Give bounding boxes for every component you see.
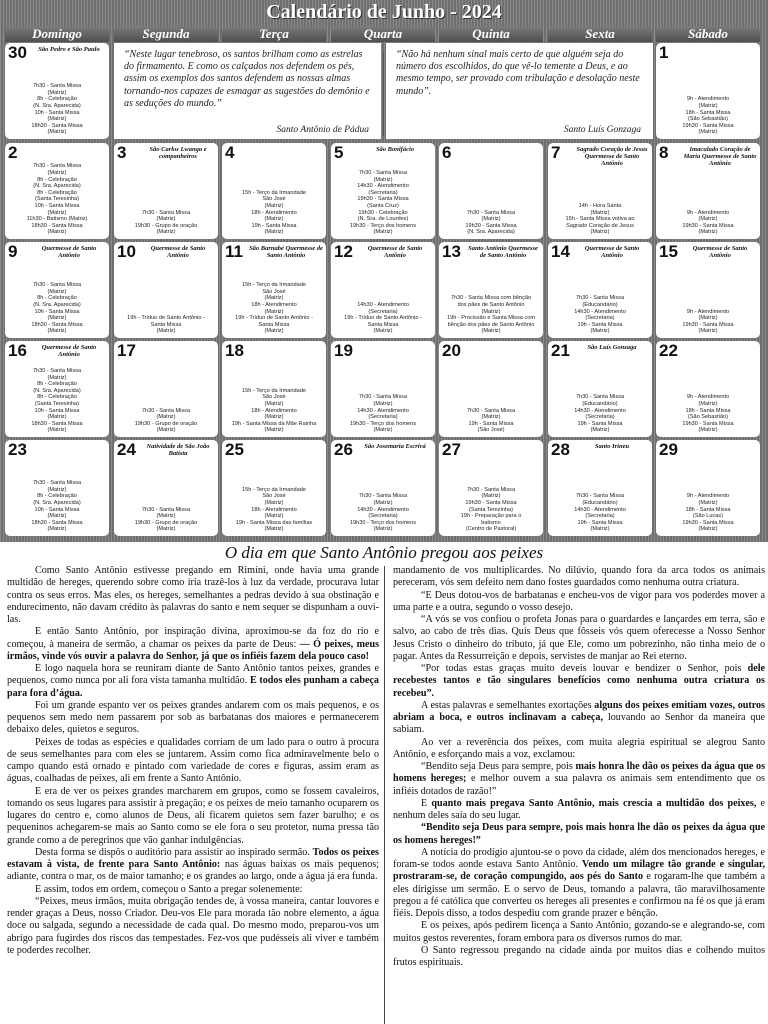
day-schedule: 9h - Atendimento (Matriz) 18h - Santa Missa (São Lucas) 19h30 - Santa Missa (Matriz) xyxy=(682,493,734,533)
quote-right-text: “Não há nenhum sinal mais certo de que alguém seja do número dos escolhidos, do que vê-lo temente a Deus, e ao mesmo tempo, ser provado com tribulação e desolação neste mundo”. xyxy=(396,49,640,97)
article-paragraph xyxy=(393,737,765,762)
day-cell-2 xyxy=(5,143,109,239)
day-cell-12 xyxy=(331,242,435,338)
day-number: 29 xyxy=(659,440,678,459)
paragraph-text: Como Santo Antônio estivesse pregando em Rimini, onde havia uma grande multidão de hereges, querendo sobre como iria trazê-los à luz da verdade, procurava lutar contra os seus erros. Mas eles, os hereges, semelhantes a pedras devido à sua obstinação e endurecimento, não davam crédito às palavras do santo e nem sequer se dispunham a ouvi-las. xyxy=(7,565,379,625)
article-paragraph xyxy=(393,663,765,700)
day-number: 21 xyxy=(551,341,570,360)
article-paragraph xyxy=(7,847,379,884)
paragraph-bold-text: dele recebestes tantos e tão singulares benefícios como nenhuma outra criatura os recebeu”. xyxy=(393,663,765,699)
day-number: 2 xyxy=(8,143,18,162)
quote-left xyxy=(114,43,381,139)
article-column-right xyxy=(393,565,765,1024)
feast-label: Santo Antônio Quermesse de Santo Antônio xyxy=(468,245,538,259)
paragraph-bold-text: — Ó peixes, meus irmãos, vinde vós ouvir a palavra do Senhor, já que os infiéis fazem dela pouco caso! xyxy=(7,638,379,662)
day-number: 16 xyxy=(8,341,27,360)
calendar-title: Calendário de Junho - 2024 xyxy=(266,1,502,23)
day-cell-13 xyxy=(439,242,543,338)
feast-label: São Barnabé Quermesse de Santo Antônio xyxy=(249,245,323,259)
weekday-monday: Segunda xyxy=(114,26,218,42)
day-cell-3 xyxy=(114,143,218,239)
day-cell-19 xyxy=(331,341,435,437)
day-schedule: 7h30 - Santa Missa (Matriz) 8h - Celebração (N. Sra. Aparecida) 10h - Santa Missa (Matriz) 18h30 - Santa Missa (Matriz) xyxy=(31,282,83,335)
day-schedule: 7h30 - Santa Missa (Matriz) 8h - Celebração (N. Sra. Aparecida) 8h - Celebração (Santa Teresinha) 10h - Santa Missa (Matriz) 18h30 - Santa Missa (Matriz) xyxy=(31,368,83,434)
day-number: 4 xyxy=(225,143,235,162)
column-divider xyxy=(384,566,385,1024)
paragraph-text: Foi um grande espanto ver os peixes grandes andarem com os mais pequenos, e os pequenos sem medo nem passarem por sob as barbatanas dos maiores e permanecerem debaixo deles, quietos e seguros. xyxy=(7,699,379,736)
weekday-saturday: Sábado xyxy=(656,26,760,42)
feast-label: São Pedro e São Paulo xyxy=(38,46,100,53)
day-number: 17 xyxy=(117,341,136,360)
paragraph-text: “Por todas estas graças muito deveis louvar e bendizer o Senhor, pois xyxy=(421,663,742,674)
day-cell-11 xyxy=(222,242,326,338)
paragraph-text: O Santo regressou pregando na cidade ainda por muitos dias e colhendo muitos frutos espirituais. xyxy=(393,944,765,968)
feast-label: Sagrado Coração de Jesus Quermesse de Santo Antônio xyxy=(576,146,648,167)
weekday-tuesday: Terça xyxy=(222,26,326,42)
day-schedule: 19h - Tríduo de Santo Antônio - Santa Missa (Matriz) xyxy=(127,315,205,335)
paragraph-bold-text: mais honra lhe dão os peixes da água que os homens hereges; xyxy=(393,761,765,785)
paragraph-text: “Peixes, meus irmãos, muita obrigação tendes de, à vossa maneira, cantar louvores e render graças a Deus, nosso Criador. Deu-vos Ele para morada tão nobre elemento, a água doce ou salgada, segundo a necessidade de cada qual. Do mesmo modo, preparou-vos um abrigo para fugirdes dos riscos das tempestades. Fez-vos que pudésseis ali viver e também te poderdes recolher. xyxy=(7,895,379,956)
day-schedule: 9h - Atendimento (Matriz) 18h - Santa Missa (São Sebastião) 19h30 - Santa Missa (Matriz) xyxy=(682,96,734,136)
day-schedule: 7h30 - Santa Missa (Matriz) 14h30 - Atendimento (Secretaria) 19h30 - Santa Missa (Santa Cruz) 19h30 - Celebração (N. Sra. de Lourdes) 19h30 - Terço dos homens (Matriz) xyxy=(349,170,417,236)
article-paragraph xyxy=(7,786,379,847)
article-paragraph xyxy=(393,920,765,945)
paragraph-bold-text: Vendo um milagre tão grande e singular, prostraram-se, de coração compungido, aos pés do Santo xyxy=(393,859,765,883)
day-schedule: 9h - Atendimento (Matriz) 19h30 - Santa Missa (Matriz) xyxy=(682,209,734,236)
paragraph-text: “Bendito seja Deus para sempre, pois xyxy=(421,761,573,772)
day-cell-28 xyxy=(548,440,652,536)
weekday-sunday: Domingo xyxy=(5,26,109,42)
day-schedule: 9h - Atendimento (Matriz) 18h - Santa Missa (São Sebastião) 19h30 - Santa Missa (Matriz) xyxy=(682,394,734,434)
feast-label: Quermesse de Santo Antônio xyxy=(584,245,640,259)
weekday-header-row xyxy=(5,26,765,42)
day-schedule: 7h30 - Santa Missa (Matriz) 19h30 - Grupo de oração (Matriz) xyxy=(134,407,198,434)
day-schedule: 14h30 - Atendimento (Secretaria) 19h - Tríduo de Santo Antônio - Santa Missa (Matriz) xyxy=(344,302,422,335)
day-number: 8 xyxy=(659,143,669,162)
day-number: 24 xyxy=(117,440,136,459)
weekday-thursday: Quinta xyxy=(439,26,543,42)
paragraph-text: Ao ver a reverência dos peixes, com muita alegria espiritual se alegrou Santo Antônio, e esforçando mais a voz, exclamou: xyxy=(393,736,765,760)
paragraph-text-tail: e rogaram-lhe que também a eles dirigisse um sermão. E o servo de Deus, tomando a palavra, tão maravilhosamente pregou a fé católica que converteu os hereges ali presentes e confirmou na fé os que já eram fiéis. Depois disso, a todos despediu com grande prazer e bênção. xyxy=(393,871,765,919)
day-cell-6 xyxy=(439,143,543,239)
day-cell-22 xyxy=(656,341,760,437)
article-paragraph xyxy=(393,614,765,663)
weekday-wednesday: Quarta xyxy=(331,26,435,42)
feast-label: Quermesse de Santo Antônio xyxy=(692,245,748,259)
day-number: 12 xyxy=(334,242,353,261)
article-paragraph xyxy=(7,663,379,700)
day-schedule: 15h - Terço da Irmandade São José (Matriz) 18h - Atendimento (Matriz) 19h - Tríduo de Santo Antônio - Santa Missa (Matriz) xyxy=(235,282,313,335)
day-schedule: 15h - Terço da Irmandade São José (Matriz) 18h - Atendimento (Matriz) 19h - Santa Missa da Mãe Rainha (Matriz) xyxy=(231,387,317,434)
day-schedule: 7h30 - Santa Missa (Matriz) 19h30 - Santa Missa (N. Sra. Aparecida) xyxy=(465,209,517,236)
day-cell-18 xyxy=(222,341,326,437)
day-number: 15 xyxy=(659,242,678,261)
article-paragraph xyxy=(7,884,379,896)
paragraph-text: Peixes de todas as espécies e qualidades corriam de um lado para o outro à procura de seus semelhantes para com eles se juntarem. Assim como fica admiravelmente belo o campo quando está ornado e pintado com variedade de cores e figuras, assim eram as águas, coalhadas de peixes, ali em frente a Santo Antônio. xyxy=(7,736,379,785)
day-number: 26 xyxy=(334,440,353,459)
day-cell-25 xyxy=(222,440,326,536)
day-schedule: 14h - Hora Santa (Matriz) 15h - Santa Missa votiva ao Sagrado Coração de Jesus (Matriz) xyxy=(565,203,635,236)
day-number: 10 xyxy=(117,242,136,261)
feast-label: Quermesse de Santo Antônio xyxy=(367,245,423,259)
paragraph-text: Desta forma se dispôs o auditório para assistir ao inspirado sermão. xyxy=(35,846,310,858)
day-number: 27 xyxy=(442,440,461,459)
day-schedule: 7h30 - Santa Missa (Matriz) 14h30 - Atendimento (Secretaria) 19h30 - Terço dos homens (Matriz) xyxy=(349,493,417,533)
article-paragraph xyxy=(7,626,379,663)
day-cell-5 xyxy=(331,143,435,239)
paragraph-text: E era de ver os peixes grandes marcharem em grupos, como se fossem cavaleiros, tomando os seus lugares para assistir à pregação; e os peixes de meio tamanho ocuparem os lugares do centro e, como alunos de Deus, ali ficarem quietos sem fazer barulho; e os pequeninos achegarem-se mais ao Santo como se ele fora o seu protetor, numa pressa tão grande como a de peregrinos que vão ganhar indulgências. xyxy=(7,785,379,846)
day-schedule: 7h30 - Santa Missa com bênção dos pães de Santo Antônio (Matriz) 19h - Procissão e Santa Missa com bênção dos pães de Santo Antônio (Matriz) xyxy=(447,295,535,335)
day-cell-8 xyxy=(656,143,760,239)
day-cell-16 xyxy=(5,341,109,437)
paragraph-text: A estas palavras e semelhantes exortações xyxy=(421,699,592,711)
day-number: 5 xyxy=(334,143,344,162)
feast-label: São Carlos Lwanga e companheiros xyxy=(149,146,207,160)
quote-right-author: Santo Luís Gonzaga xyxy=(563,124,641,135)
day-schedule: 7h30 - Santa Missa (Matriz) 19h - Santa Missa (São José) xyxy=(466,407,516,434)
day-cell-1 xyxy=(656,43,760,139)
day-number: 13 xyxy=(442,242,461,261)
paragraph-text: E os peixes, após pedirem licença a Santo Antônio, gozando-se e alegrando-se, com muitos gestos reverentes, foram embora para os diversos rumos do mar. xyxy=(393,920,765,944)
feast-label: São Josemaria Escrivá xyxy=(364,443,426,450)
paragraph-text-tail: louvando ao Senhor da maneira que sabiam. xyxy=(393,712,765,736)
day-cell-7 xyxy=(548,143,652,239)
article-paragraph xyxy=(393,761,765,798)
day-schedule: 7h30 - Santa Missa (Educandário) 14h30 - Atendimento (Secretaria) 19h - Santa Missa (Matriz) xyxy=(574,493,626,533)
day-schedule: 7h30 - Santa Missa (Matriz) 8h - Celebração (N. Sra. Aparecida) 10h - Santa Missa (Matriz) 18h30 - Santa Missa (Matriz) xyxy=(31,83,83,136)
quote-divider xyxy=(383,52,384,136)
day-cell-4 xyxy=(222,143,326,239)
article-paragraph xyxy=(393,565,765,590)
article-paragraph xyxy=(393,822,765,847)
paragraph-text: A notícia do prodígio ajuntou-se o povo da cidade, além dos mencionados hereges, e foram-se todos aonde estava Santo Antônio. xyxy=(393,846,765,870)
paragraph-bold-text: “Bendito seja Deus para sempre, pois mais honra lhe dão os peixes da água que os homens hereges!” xyxy=(393,822,765,846)
feast-label: Santo Irineu xyxy=(594,443,630,450)
feast-label: Quermesse de Santo Antônio xyxy=(150,245,206,259)
day-cell-23 xyxy=(5,440,109,536)
day-number: 20 xyxy=(442,341,461,360)
day-schedule: 7h30 - Santa Missa (Educandário) 14h30 - Atendimento (Secretaria) 19h - Santa Missa (Matriz) xyxy=(574,394,626,434)
day-number: 19 xyxy=(334,341,353,360)
feast-label: Quermesse de Santo Antônio xyxy=(41,344,97,358)
paragraph-text: mandamento de vos multiplicardes. No dilúvio, quando fora da arca todos os animais pereceram, vós sem defeito nem dano fostes guardados como nenhuma outra criatura. xyxy=(393,565,765,589)
day-schedule: 7h30 - Santa Missa (Educandário) 14h30 - Atendimento (Secretaria) 19h - Santa Missa (Matriz) xyxy=(574,295,626,335)
paragraph-text: E então Santo Antônio, por inspiração divina, aproximou-se da foz do rio e começou, à maneira de sermão, a chamar os peixes da parte de Deus: xyxy=(7,626,379,650)
article-paragraph xyxy=(393,798,765,823)
day-schedule: 9h - Atendimento (Matriz) 19h30 - Santa Missa (Matriz) xyxy=(682,308,734,335)
paragraph-text: E logo naquela hora se reuniram diante de Santo Antônio tantos peixes, grandes e pequenos, como nunca por ali fora vista tamanha multidão. xyxy=(7,663,379,687)
paragraph-text-tail: e nenhum deles saía do seu lugar. xyxy=(393,797,765,821)
day-cell-29 xyxy=(656,440,760,536)
article-paragraph xyxy=(7,565,379,626)
day-number: 18 xyxy=(225,341,244,360)
article-paragraph xyxy=(7,896,379,957)
day-cell-27 xyxy=(439,440,543,536)
day-number: 22 xyxy=(659,341,678,360)
paragraph-text-tail: e melhor ouvem a sua palavra os animais sem entendimento que os infiéis dotados de razão!” xyxy=(393,773,765,797)
day-number: 14 xyxy=(551,242,570,261)
article-paragraph xyxy=(393,590,765,615)
feast-label: Natividade de São João Batista xyxy=(146,443,210,457)
day-schedule: 7h30 - Santa Missa (Matriz) 19h30 - Santa Missa (Santa Terezinha) 19h - Preparação para o batismo (Centro de Pastoral) xyxy=(460,486,522,533)
day-number: 7 xyxy=(551,143,561,162)
day-number: 6 xyxy=(442,143,452,162)
paragraph-text: “E Deus dotou-vos de barbatanas e encheu-vos de vigor para vos poderdes mover a uma parte e a outra, segundo o vosso desejo. xyxy=(393,589,765,613)
article-paragraph xyxy=(7,700,379,737)
day-schedule: 7h30 - Santa Missa (Matriz) 8h - Celebração (N. Sra. Aparecida) 8h - Celebração (Santa Teresinha) 10h - Santa Missa (Matriz) 11h30 - Batismo (Matriz) 18h30 - Santa Missa (Matriz) xyxy=(26,163,88,236)
quote-left-author: Santo Antônio de Pádua xyxy=(276,124,369,135)
paragraph-bold-text: E todos eles punham a cabeça para fora d’água. xyxy=(7,675,379,699)
day-cell-15 xyxy=(656,242,760,338)
feast-label: Quermesse de Santo Antônio xyxy=(41,245,97,259)
article-title: O dia em que Santo Antônio pregou aos peixes xyxy=(224,543,544,562)
article-paragraph xyxy=(7,737,379,786)
feast-label: Imaculado Coração de Maria Quermesse de Santo Antônio xyxy=(683,146,757,167)
day-schedule: 7h30 - Santa Missa (Matriz) 8h - Celebração (N. Sra. Aparecida) 10h - Santa Missa (Matriz) 18h30 - Santa Missa (Matriz) xyxy=(31,480,83,533)
paragraph-bold-text: Todos os peixes estavam à vista, de frente para Santo Antônio: xyxy=(7,846,379,870)
day-number: 30 xyxy=(8,43,27,62)
day-cell-20 xyxy=(439,341,543,437)
article-column-left xyxy=(7,565,379,1024)
day-cell-26 xyxy=(331,440,435,536)
day-schedule: 7h30 - Santa Missa (Matriz) 19h30 - Grupo de oração (Matriz) xyxy=(134,506,198,533)
day-cell-30 xyxy=(5,43,109,139)
day-schedule: 7h30 - Santa Missa (Matriz) 14h30 - Atendimento (Secretaria) 19h30 - Terço dos homens (Matriz) xyxy=(349,394,417,434)
feast-label: São Bonifácio xyxy=(375,146,415,153)
day-schedule: 7h30 - Santa Missa (Matriz) 19h30 - Grupo de oração (Matriz) xyxy=(134,209,198,236)
day-cell-24 xyxy=(114,440,218,536)
paragraph-text-tail: nas águas baixas os mais pequenos; adiante, contra o mar, os de maior tamanho; e os grandes ao largo, onde a água já era funda. xyxy=(7,859,379,883)
day-schedule: 15h - Terço da Irmandade São José (Matriz) 18h - Atendimento (Matriz) 19h - Santa Missa das famílias (Matriz) xyxy=(235,486,313,533)
day-number: 3 xyxy=(117,143,127,162)
article-paragraph xyxy=(393,847,765,921)
day-number: 11 xyxy=(225,242,243,261)
paragraph-text: “A vós se vos confiou o profeta Jonas para o guardardes e lançardes em terra, são e salvo, ao cabo de três dias. Quis Deus que fôsseis vós quem oferecesse a Nosso Senhor Jesus Cristo o dinheiro do tributo, já que Ele, como um pobrezinho, não tinha meio de o pagar. Antes da Ressurreição e depois, servistes de manjar ao Rei eterno. xyxy=(393,614,765,662)
article-paragraph xyxy=(393,700,765,737)
day-number: 25 xyxy=(225,440,244,459)
day-cell-9 xyxy=(5,242,109,338)
feast-label: São Luís Gonzaga xyxy=(587,344,637,351)
paragraph-text: E assim, todos em ordem, começou o Santo a pregar solenemente: xyxy=(35,883,303,895)
day-cell-21 xyxy=(548,341,652,437)
paragraph-bold-text: quanto mais pregava Santo Antônio, mais crescia a multidão dos peixes, xyxy=(431,797,757,809)
day-number: 1 xyxy=(659,43,669,62)
day-number: 9 xyxy=(8,242,18,261)
quote-right xyxy=(386,43,653,139)
weekday-friday: Sexta xyxy=(548,26,652,42)
day-cell-17 xyxy=(114,341,218,437)
day-cell-14 xyxy=(548,242,652,338)
day-number: 23 xyxy=(8,440,27,459)
day-cell-10 xyxy=(114,242,218,338)
paragraph-bold-text: alguns dos peixes emitiam vozes, outros abriam a boca, e outros inclinavam a cabeça, xyxy=(393,699,765,723)
day-schedule: 15h - Terço da Irmandade São José (Matriz) 18h - Atendimento (Matriz) 19h - Santa Missa (Matriz) xyxy=(242,189,306,236)
paragraph-text: E xyxy=(421,797,428,809)
article-paragraph xyxy=(393,945,765,970)
quote-left-text: “Neste lugar tenebroso, os santos brilham como as estrelas do firmamento. E como os calçados nos defendem os pés, assim os exemplos dos santos defendem as nossas almas tornando-nos capazes de esmagar as sugestões do demônio e as seduções do mundo.” xyxy=(124,49,370,109)
day-number: 28 xyxy=(551,440,570,459)
